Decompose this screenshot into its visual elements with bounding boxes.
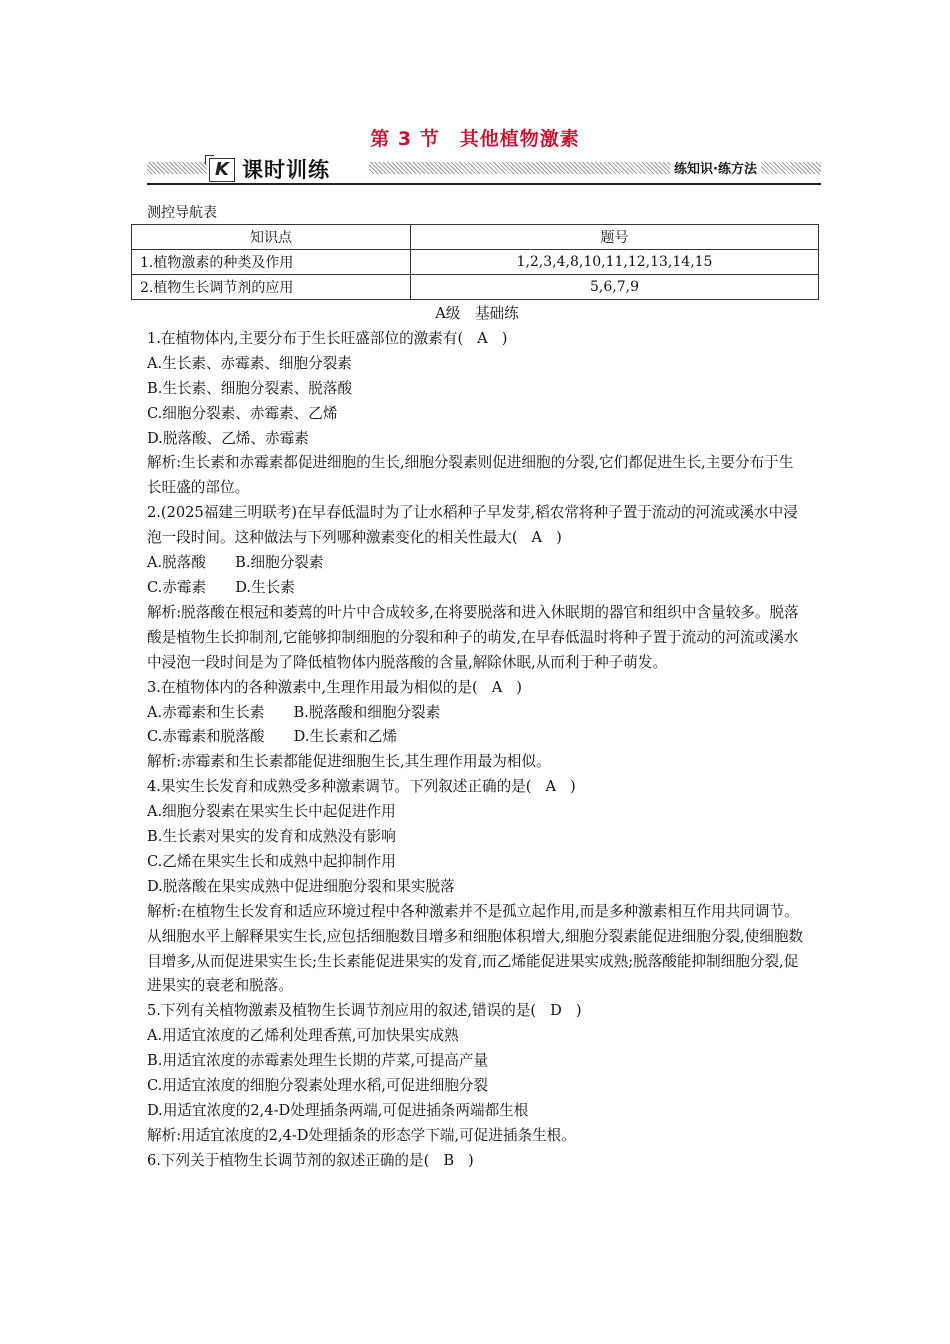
analysis: 解析:在植物生长发育和适应环境过程中各种激素并不是孤立起作用,而是多种激素相互作用共同调节。从细胞水平上解释果实生长,应包括细胞数目增多和细胞体积增大,细胞分裂素能促进细胞分裂,使细胞数目增多,从而促进果实生长;生长素能促进果实的发育,而乙烯能促进果实成熟;脱落酸能抑制细胞分裂,促进果实的衰老和脱落。	[147, 902, 804, 995]
option: C.细胞分裂素、赤霉素、乙烯	[147, 404, 338, 422]
table-row	[132, 250, 819, 275]
option: D.用适宜浓度的2,4-D处理插条两端,可促进插条两端都生根	[147, 1102, 529, 1119]
analysis: 解析:生长素和赤霉素都促进细胞的生长,细胞分裂素则促进细胞的分裂,它们都促进生长,主要分布于生长旺盛的部位。	[147, 454, 794, 497]
answer-label: D	[550, 1002, 562, 1020]
analysis: 解析:赤霉素和生长素都能促进细胞生长,其生理作用最为相似。	[147, 753, 551, 771]
option: B.生长素、细胞分裂素、脱落酸	[147, 379, 353, 397]
option: A.用适宜浓度的乙烯利处理香蕉,可加快果实成熟	[147, 1027, 459, 1045]
answer-label: A	[545, 778, 557, 796]
table-header-row	[132, 225, 819, 250]
option: B.生长素对果实的发育和成熟没有影响	[147, 828, 396, 846]
question-close: )	[575, 1002, 582, 1020]
question-close: )	[501, 329, 508, 347]
k-icon: K	[209, 158, 235, 182]
table-header: 题号	[411, 225, 819, 250]
analysis: 解析:用适宜浓度的2,4-D处理插条的形态学下端,可促进插条生根。	[147, 1126, 576, 1144]
question-stem	[147, 775, 807, 800]
option: A.细胞分裂素在果实生长中起促进作用	[147, 803, 396, 821]
question-stem	[147, 676, 807, 701]
table-header: 知识点	[132, 225, 411, 250]
option: D.脱落酸、乙烯、赤霉素	[147, 429, 309, 447]
option: C.用适宜浓度的细胞分裂素处理水稻,可促进细胞分裂	[147, 1077, 488, 1095]
question-close: )	[556, 529, 562, 547]
table-cell: 1.植物激素的种类及作用	[132, 250, 411, 275]
option: A.赤霉素和生长素 B.脱落酸和细胞分裂素	[147, 703, 441, 721]
question-close: )	[570, 778, 576, 796]
question-stem	[147, 1149, 807, 1174]
answer-label: B	[443, 1151, 455, 1169]
option: C.赤霉素 D.生长素	[147, 578, 295, 596]
question-stem	[147, 327, 807, 352]
navigation-table	[131, 224, 819, 300]
question-stem	[147, 999, 807, 1024]
table-caption: 测控导航表	[147, 205, 217, 221]
question-text: 4.果实生长发育和成熟受多种激素调节。下列叙述正确的是(	[147, 778, 532, 796]
option: A.生长素、赤霉素、细胞分裂素	[147, 354, 352, 372]
option: D.脱落酸在果实成熟中促进细胞分裂和果实脱落	[147, 877, 455, 895]
question-text: 3.在植物体内的各种激素中,生理作用最为相似的是(	[147, 678, 478, 696]
answer-label: A	[477, 329, 488, 347]
question-text: 2.(2025福建三明联考)在早春低温时为了让水稻种子早发芽,稻农常将种子置于流动的河流或溪水中浸泡一段时间。这种做法与下列哪种激素变化的相关性最大(	[147, 504, 798, 547]
question-text: 5.下列有关植物激素及植物生长调节剂应用的叙述,错误的是(	[147, 1002, 537, 1020]
section-banner	[147, 156, 821, 186]
table-row	[132, 275, 819, 300]
questions-content	[147, 302, 807, 1174]
level-heading: A级 基础练	[435, 305, 519, 322]
option: A.脱落酸 B.细胞分裂素	[147, 554, 324, 572]
table-cell: 5,6,7,9	[411, 275, 819, 300]
question-close: )	[468, 1151, 474, 1169]
question-text: 6.下列关于植物生长调节剂的叙述正确的是(	[147, 1151, 430, 1169]
answer-label: A	[531, 529, 543, 547]
option: C.乙烯在果实生长和成熟中起抑制作用	[147, 852, 396, 870]
analysis: 解析:脱落酸在根冠和萎蔫的叶片中合成较多,在将要脱落和进入休眠期的器官和组织中含量较多。脱落酸是植物生长抑制剂,它能够抑制细胞的分裂和种子的萌发,在早春低温时将种子置于流动的河流或溪水中浸泡一段时间是为了降低植物体内脱落酸的含量,解除休眠,从而利于种子萌发。	[147, 603, 799, 671]
page-title: 第 3 节 其他植物激素	[370, 128, 580, 150]
banner-title: 课时训练	[242, 158, 330, 182]
question-close: )	[516, 678, 522, 696]
option: C.赤霉素和脱落酸 D.生长素和乙烯	[147, 728, 398, 746]
table-cell: 2.植物生长调节剂的应用	[132, 275, 411, 300]
banner-subtitle: 练知识·练方法	[670, 160, 761, 180]
table-cell: 1,2,3,4,8,10,11,12,13,14,15	[411, 250, 819, 275]
option: B.用适宜浓度的赤霉素处理生长期的芹菜,可提高产量	[147, 1052, 489, 1070]
answer-label: A	[491, 678, 503, 696]
question-stem	[147, 501, 807, 551]
question-text: 1.在植物体内,主要分布于生长旺盛部位的激素有(	[147, 329, 464, 347]
